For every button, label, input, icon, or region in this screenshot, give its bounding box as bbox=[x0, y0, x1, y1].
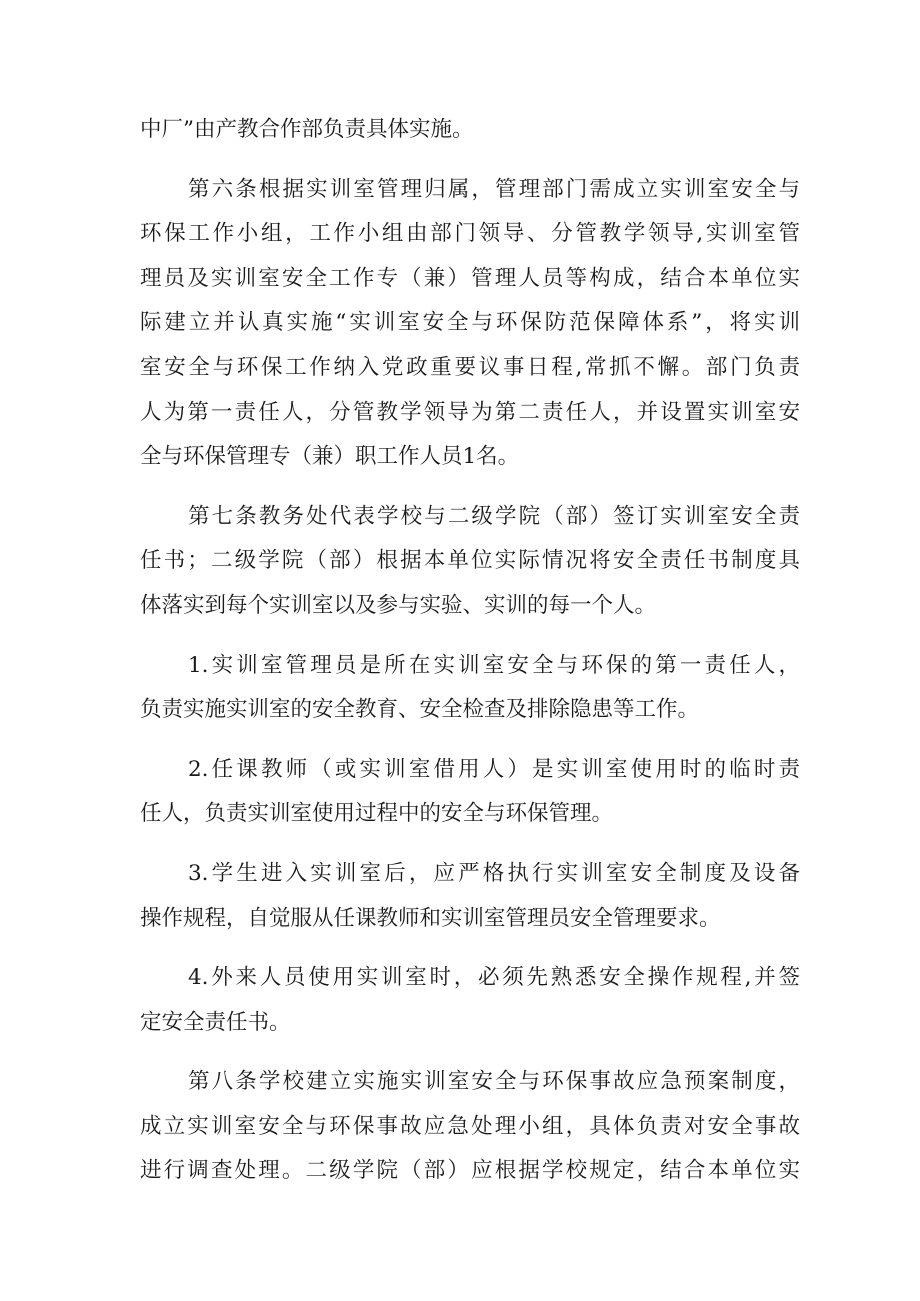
text-line: 环保工作小组，工作小组由部门领导、分管教学领导,实训室管 bbox=[140, 221, 800, 247]
text-line: 全与环保管理专（兼）职工作人员1名。 bbox=[140, 444, 520, 470]
text-line: 第八条学校建立实施实训室安全与环保事故应急预案制度， bbox=[188, 1069, 800, 1095]
paragraph bbox=[140, 852, 800, 941]
text-line: 3.学生进入实训室后，应严格执行实训室安全制度及设备 bbox=[188, 860, 800, 886]
text-line: 4.外来人员使用实训室时，必须先熟悉安全操作规程,并签 bbox=[188, 965, 800, 991]
paragraph bbox=[140, 1060, 800, 1194]
text-line: 负责实施实训室的安全教育、安全检查及排除隐患等工作。 bbox=[140, 697, 700, 723]
text-line: 1.实训室管理员是所在实训室安全与环保的第一责任人， bbox=[188, 652, 800, 678]
text-line: 定安全责任书。 bbox=[140, 1009, 291, 1035]
paragraph bbox=[140, 748, 800, 837]
text-line: 体落实到每个实训室以及参与实验、实训的每一个人。 bbox=[140, 592, 657, 618]
text-line: 第七条教务处代表学校与二级学院（部）签订实训室安全责 bbox=[188, 503, 800, 529]
text-line: 际建立并认真实施“实训室安全与环保防范保障体系”，将实训 bbox=[140, 310, 800, 336]
text-line: 中厂”由产教合作部负责具体实施。 bbox=[140, 117, 474, 142]
text-line: 进行调查处理。二级学院（部）应根据学校规定，结合本单位实 bbox=[140, 1158, 800, 1184]
text-line: 操作规程，自觉服从任课教师和实训室管理员安全管理要求。 bbox=[140, 905, 721, 931]
paragraph bbox=[140, 956, 800, 1045]
text-line: 第六条根据实训室管理归属，管理部门需成立实训室安全与 bbox=[188, 176, 800, 202]
paragraph bbox=[140, 108, 800, 153]
paragraph bbox=[140, 644, 800, 733]
text-line: 成立实训室安全与环保事故应急处理小组，具体负责对安全事故 bbox=[140, 1113, 800, 1139]
document-body bbox=[140, 108, 800, 1194]
text-line: 任书；二级学院（部）根据本单位实际情况将安全责任书制度具 bbox=[140, 548, 800, 574]
paragraph bbox=[140, 168, 800, 480]
text-line: 任人，负责实训室使用过程中的安全与环保管理。 bbox=[140, 801, 614, 827]
text-line: 人为第一责任人，分管教学领导为第二责任人，并设置实训室安 bbox=[140, 399, 800, 425]
paragraph bbox=[140, 495, 800, 629]
text-line: 2.任课教师（或实训室借用人）是实训室使用时的临时责 bbox=[188, 756, 800, 782]
text-line: 理员及实训室安全工作专（兼）管理人员等构成，结合本单位实 bbox=[140, 265, 800, 291]
text-line: 室安全与环保工作纳入党政重要议事日程,常抓不懈。部门负责 bbox=[140, 354, 800, 380]
